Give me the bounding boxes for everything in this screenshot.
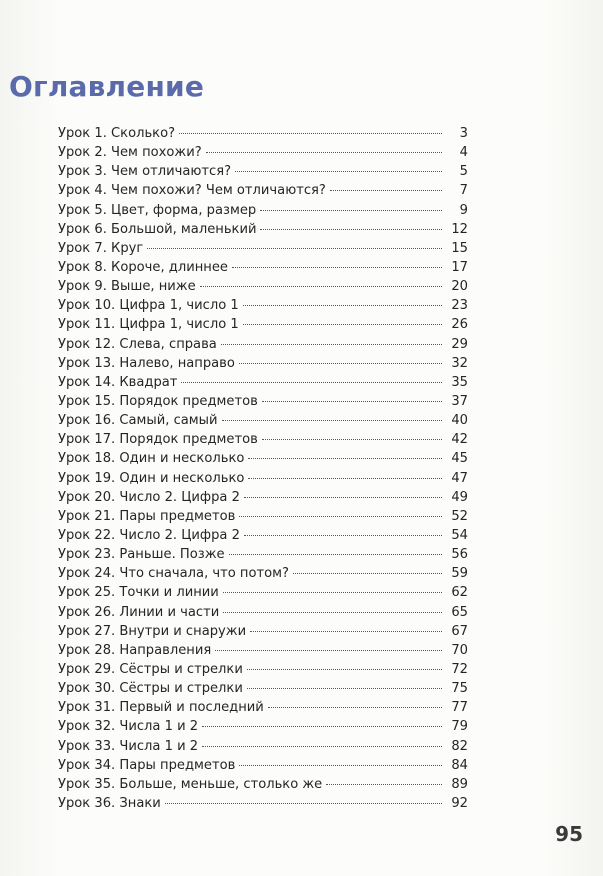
dot-leader <box>179 133 442 134</box>
toc-entry-page: 84 <box>451 757 468 773</box>
toc-entry <box>58 449 468 468</box>
toc-entry-page: 3 <box>459 126 468 141</box>
toc-entry-label: Урок 23. Раньше. Позже <box>58 547 225 563</box>
toc-entry-label: Урок 19. Один и несколько <box>58 470 245 486</box>
toc-entry-label: Урок 34. Пары предметов <box>58 757 236 773</box>
toc-entry <box>58 411 468 430</box>
toc-entry <box>58 354 468 373</box>
toc-entry-page: 9 <box>459 202 468 218</box>
toc-entry <box>58 698 468 717</box>
toc-entry-label: Урок 24. Что сначала, что потом? <box>58 566 289 582</box>
toc-entry-page: 62 <box>451 585 468 601</box>
toc-entry-label: Урок 10. Цифра 1, число 1 <box>58 298 239 314</box>
dot-leader <box>243 324 442 325</box>
toc-entry-page: 35 <box>451 374 468 390</box>
toc-entry-page: 67 <box>451 623 468 639</box>
dot-leader <box>250 631 442 632</box>
toc-entry-label: Урок 29. Сёстры и стрелки <box>58 661 243 677</box>
toc-entry-page: 40 <box>451 413 468 429</box>
toc-entry-label: Урок 5. Цвет, форма, размер <box>58 202 257 218</box>
toc-entry <box>58 641 468 660</box>
dot-leader <box>222 420 442 421</box>
toc-entry-page: 12 <box>451 221 468 237</box>
toc-entry <box>58 622 468 641</box>
dot-leader <box>239 363 442 364</box>
toc-entry-page: 7 <box>459 183 468 199</box>
dot-leader <box>147 248 442 249</box>
toc-entry-label: Урок 18. Один и несколько <box>58 451 245 467</box>
toc-entry <box>58 603 468 622</box>
dot-leader <box>223 612 442 613</box>
toc-entry-page: 32 <box>451 355 468 371</box>
toc-entry-label: Урок 26. Линии и части <box>58 604 220 620</box>
dot-leader <box>235 171 442 172</box>
toc-entry-page: 54 <box>451 527 468 543</box>
toc-entry-label: Урок 17. Порядок предметов <box>58 432 258 448</box>
toc-entry-label: Урок 8. Короче, длиннее <box>58 259 228 275</box>
toc-entry-page: 47 <box>451 470 468 486</box>
toc-entry-page: 17 <box>451 259 468 275</box>
toc-entry <box>58 430 468 449</box>
toc-entry-label: Урок 4. Чем похожи? Чем отличаются? <box>58 183 326 199</box>
toc-entry-page: 72 <box>451 661 468 677</box>
toc-entry <box>58 373 468 392</box>
toc-entry <box>58 220 468 239</box>
toc-entry-label: Урок 16. Самый, самый <box>58 413 218 429</box>
toc-entry-label: Урок 30. Сёстры и стрелки <box>58 681 243 697</box>
toc-entry <box>58 679 468 698</box>
toc-entry <box>58 162 468 181</box>
toc-entry-page: 42 <box>451 432 468 448</box>
toc-entry-page: 4 <box>459 145 468 161</box>
toc-entry <box>58 660 468 679</box>
toc-entry-label: Урок 12. Слева, справа <box>58 336 217 352</box>
dot-leader <box>206 152 442 153</box>
dot-leader <box>248 458 442 459</box>
toc-entry-page: 20 <box>451 279 468 295</box>
toc-entry-label: Урок 33. Числа 1 и 2 <box>58 738 199 754</box>
toc-entry-page: 89 <box>451 776 468 792</box>
toc-entry-page: 75 <box>451 681 468 697</box>
dot-leader <box>244 497 442 498</box>
toc-entry <box>58 335 468 354</box>
toc-entry-label: Урок 2. Чем похожи? <box>58 145 202 161</box>
dot-leader <box>229 554 442 555</box>
dot-leader <box>326 784 442 785</box>
toc-entry <box>58 258 468 277</box>
dot-leader <box>215 650 442 651</box>
toc-entry-label: Урок 11. Цифра 1, число 1 <box>58 317 239 333</box>
dot-leader <box>165 803 442 804</box>
toc-entry-label: Урок 7. Круг <box>58 240 144 256</box>
toc-entry <box>58 315 468 334</box>
toc-entry-label: Урок 22. Число 2. Цифра 2 <box>58 527 240 543</box>
toc-entry <box>58 545 468 564</box>
toc-entry <box>58 239 468 258</box>
dot-leader <box>262 439 442 440</box>
dot-leader <box>200 286 442 287</box>
toc-entry-label: Урок 35. Больше, меньше, столько же <box>58 776 323 792</box>
dot-leader <box>244 535 442 536</box>
toc-entry-label: Урок 32. Числа 1 и 2 <box>58 719 199 735</box>
toc-entry <box>58 201 468 220</box>
toc-entry-label: Урок 31. Первый и последний <box>58 700 264 716</box>
dot-leader <box>262 401 442 402</box>
toc-entry <box>58 181 468 200</box>
toc-entry-page: 59 <box>451 566 468 582</box>
toc-entry-page: 70 <box>451 642 468 658</box>
toc-entry <box>58 392 468 411</box>
toc-entry-label: Урок 15. Порядок предметов <box>58 393 258 409</box>
toc-entry-page: 29 <box>451 336 468 352</box>
dot-leader <box>293 573 442 574</box>
toc-entry <box>58 737 468 756</box>
dot-leader <box>232 267 442 268</box>
toc-entry-label: Урок 28. Направления <box>58 642 212 658</box>
toc-entry-label: Урок 25. Точки и линии <box>58 585 219 601</box>
toc-entry <box>58 296 468 315</box>
dot-leader <box>260 229 442 230</box>
toc-entry-page: 23 <box>451 298 468 314</box>
toc-entry-page: 82 <box>451 738 468 754</box>
toc-entry <box>58 469 468 488</box>
page-number: 95 <box>555 822 583 846</box>
toc-entry-page: 77 <box>451 700 468 716</box>
dot-leader <box>223 592 442 593</box>
toc-entry <box>58 583 468 602</box>
dot-leader <box>202 746 442 747</box>
dot-leader <box>248 478 442 479</box>
toc-entry-label: Урок 13. Налево, направо <box>58 355 235 371</box>
toc-entry <box>58 143 468 162</box>
toc-entry-label: Урок 3. Чем отличаются? <box>58 164 232 180</box>
toc-entry <box>58 277 468 296</box>
toc-entry-page: 26 <box>451 317 468 333</box>
toc-entry-page: 5 <box>459 164 468 180</box>
toc-entry-page: 52 <box>451 508 468 524</box>
dot-leader <box>243 305 442 306</box>
dot-leader <box>268 707 442 708</box>
toc-entry <box>58 794 468 813</box>
contents-title: Оглавление <box>9 70 205 103</box>
toc-entry <box>58 717 468 736</box>
dot-leader <box>221 344 442 345</box>
toc-entry <box>58 775 468 794</box>
toc-entry-label: Урок 9. Выше, ниже <box>58 279 196 295</box>
toc-entry <box>58 564 468 583</box>
toc-entry-page: 37 <box>451 393 468 409</box>
toc-entry-label: Урок 21. Пары предметов <box>58 508 236 524</box>
toc-entry <box>58 526 468 545</box>
toc-entry-page: 79 <box>451 719 468 735</box>
toc-entry-page: 49 <box>451 489 468 505</box>
toc-entry-page: 92 <box>451 795 468 811</box>
dot-leader <box>330 190 442 191</box>
dot-leader <box>247 688 442 689</box>
toc-entry-page: 65 <box>451 604 468 620</box>
toc-entry <box>58 507 468 526</box>
toc-entry <box>58 488 468 507</box>
toc-entry-label: Урок 20. Число 2. Цифра 2 <box>58 489 240 505</box>
dot-leader <box>202 726 442 727</box>
toc-entry-page: 15 <box>451 240 468 256</box>
dot-leader <box>239 765 442 766</box>
dot-leader <box>260 210 442 211</box>
toc-entry-page: 45 <box>451 451 468 467</box>
dot-leader <box>181 382 442 383</box>
toc-entry-label: Урок 36. Знаки <box>58 795 161 811</box>
toc-entry-page: 56 <box>451 547 468 563</box>
toc-entry-label: Урок 1. Сколько? <box>58 126 176 141</box>
toc-entry <box>58 756 468 775</box>
toc-entry-label: Урок 27. Внутри и снаружи <box>58 623 247 639</box>
toc-entry-label: Урок 6. Большой, маленький <box>58 221 257 237</box>
toc-entry-label: Урок 14. Квадрат <box>58 374 178 390</box>
toc-entry <box>58 124 468 143</box>
dot-leader <box>247 669 442 670</box>
table-of-contents <box>58 124 468 813</box>
dot-leader <box>239 516 442 517</box>
